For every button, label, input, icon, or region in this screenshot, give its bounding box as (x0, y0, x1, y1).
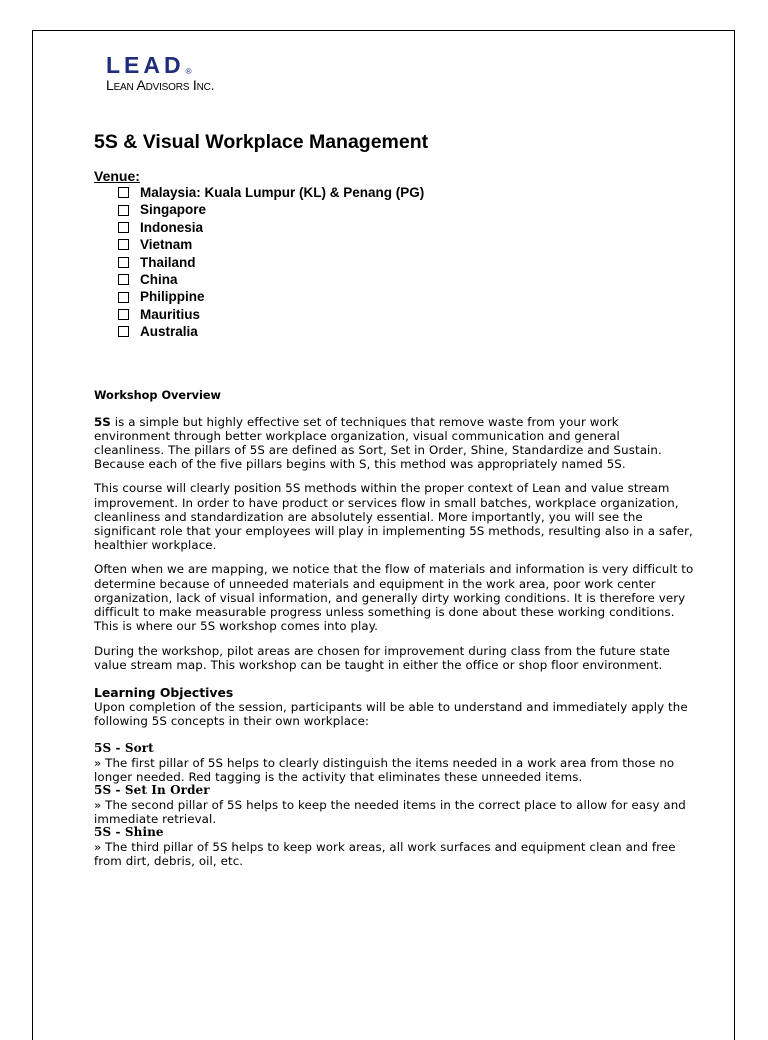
venue-item (118, 236, 694, 253)
venue-item (118, 271, 694, 288)
pillar-item (94, 784, 694, 826)
pillar-description: » The first pillar of 5S helps to clearly distinguish the items needed in a work area from those no longer needed. Red tagging is the activity that eliminates these unneeded items. (94, 755, 675, 785)
venue-item (118, 288, 694, 305)
venue-item-label: Australia (140, 324, 198, 340)
overview-body (94, 415, 694, 672)
checkbox-icon (118, 292, 129, 303)
pillar-item (94, 826, 694, 868)
checkbox-icon (118, 187, 129, 198)
logo-company-name: Lean Advisors Inc. (106, 77, 215, 93)
venue-item (118, 306, 694, 323)
objectives-intro: Upon completion of the session, participants will be able to understand and immediately apply the following 5S concepts in their own workplace: (94, 699, 688, 729)
logo-mark (106, 53, 192, 77)
checkbox-icon (118, 239, 129, 250)
pillar-title: 5S - Shine (94, 825, 164, 840)
venue-item-label: Mauritius (140, 306, 201, 322)
checkbox-icon (118, 222, 129, 233)
document-content (94, 53, 694, 868)
venue-item-label: Malaysia: Kuala Lumpur (KL) & Penang (PG) (140, 185, 425, 200)
venue-item-label: Vietnam (140, 237, 193, 253)
venue-item (118, 323, 694, 340)
overview-paragraph: This course will clearly position 5S methods within the proper context of Lean and value stream improvement. In order to have product or services flow in small batches, workplace organization, cleanliness and standardization are absolutely essential. More importantly, you will see the significant role that your employees will play in implementing 5S methods, resulting also in a safer, healthier workplace. (94, 481, 693, 553)
pillar-title: 5S - Sort (94, 741, 154, 756)
overview-paragraph: Often when we are mapping, we notice that the flow of materials and information is very difficult to determine because of unneeded materials and equipment in the work area, poor work center organization, lack of visual information, and generally dirty working conditions. It is therefore very difficult to make measurable progress unless something is done about these working conditions. This is where our 5S workshop comes into play. (94, 562, 694, 634)
overview-heading: Workshop Overview (94, 388, 221, 402)
venue-item (118, 184, 694, 201)
overview-lead-term: 5S (94, 414, 111, 429)
venue-item-label: Philippine (140, 289, 205, 305)
document-page (32, 30, 735, 1040)
venue-item-label: China (140, 272, 178, 288)
venue-item (118, 201, 694, 218)
venue-label: Venue: (94, 168, 140, 184)
checkbox-icon (118, 205, 129, 216)
venue-list (94, 184, 694, 341)
pillar-description: » The second pillar of 5S helps to keep the needed items in the correct place to allow for easy and immediate retrieval. (94, 797, 686, 826)
venue-item (118, 254, 694, 271)
registered-symbol: ® (185, 67, 192, 76)
pillar-item (94, 742, 694, 784)
checkbox-icon (118, 309, 129, 320)
overview-paragraph (94, 415, 694, 472)
document-title: 5S & Visual Workplace Management (94, 131, 429, 153)
checkbox-icon (118, 257, 129, 268)
checkbox-icon (118, 326, 129, 337)
company-logo (94, 53, 694, 97)
overview-paragraph-text: is a simple but highly effective set of techniques that remove waste from your work environment through better workplace organization, visual communication and general cleanliness. The pillars of 5S are defined as Sort, Set in Order, Shine, Standardize and Sustain. Because each of the five pillars begins with S, this method was appropriately named 5S. (94, 414, 662, 472)
overview-paragraph: During the workshop, pilot areas are chosen for improvement during class from the future state value stream map. This workshop can be taught in either the office or shop floor environment. (94, 643, 671, 672)
pillar-title: 5S - Set In Order (94, 783, 210, 798)
objectives-heading: Learning Objectives (94, 684, 234, 700)
objectives-body (94, 700, 694, 868)
venue-item (118, 219, 694, 236)
logo-mark-text: LEAD (106, 52, 185, 78)
venue-item-label: Thailand (140, 254, 196, 270)
venue-item-label: Singapore (140, 202, 207, 218)
pillar-description: » The third pillar of 5S helps to keep work areas, all work surfaces and equipment clean and free from dirt, debris, oil, etc. (94, 839, 676, 868)
checkbox-icon (118, 274, 129, 285)
venue-item-label: Indonesia (140, 219, 204, 235)
